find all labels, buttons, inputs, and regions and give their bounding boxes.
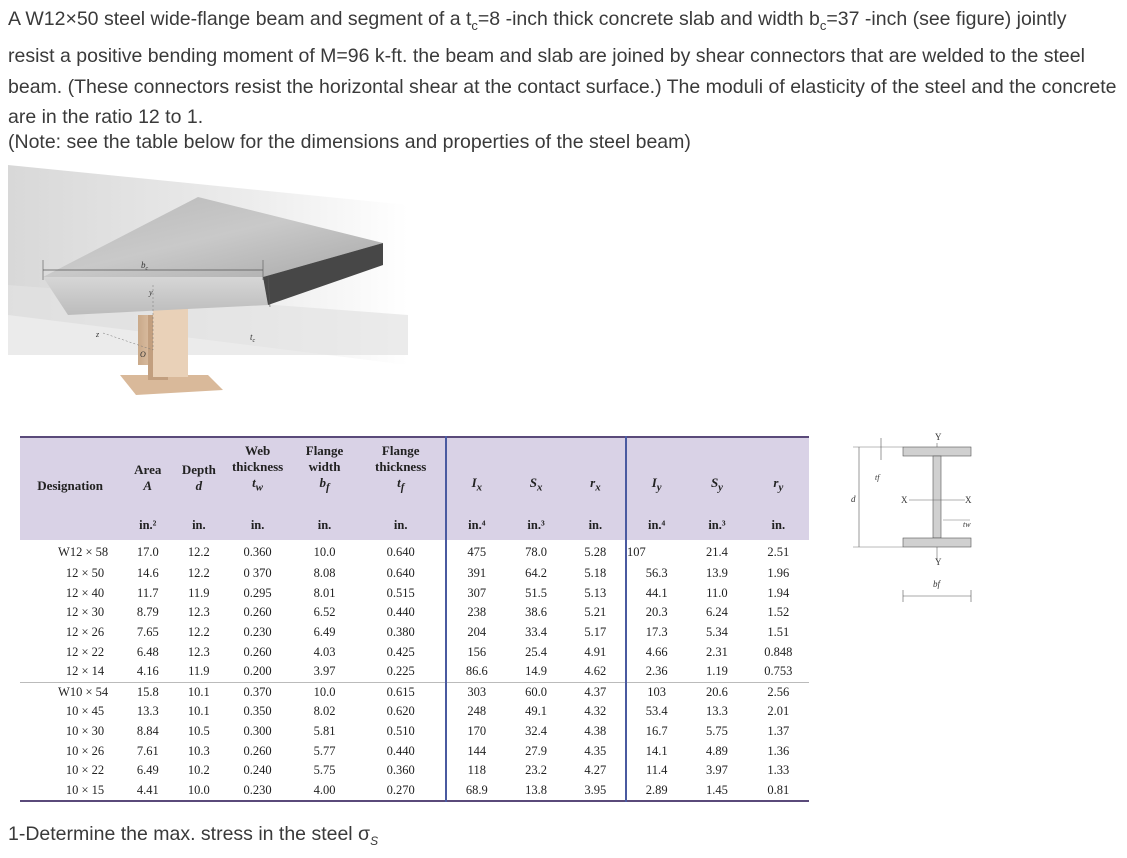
table-row: [20, 584, 809, 604]
table-cell: 11.0: [706, 585, 728, 600]
table-cell: 107: [626, 540, 686, 564]
axis-y-top: Y: [935, 432, 942, 442]
label-z: z: [96, 330, 100, 339]
table-cell: 10.0: [187, 782, 210, 797]
table-cell: 6.49: [313, 625, 336, 640]
steel-properties-table: [20, 436, 810, 802]
table-cell: 17.0: [136, 544, 159, 559]
table-row: [20, 741, 809, 761]
table-cell: 0.640: [386, 566, 415, 581]
header-flange-thickness: Flange thickness $t_f$: [356, 437, 446, 510]
table-cell: 307: [446, 584, 506, 604]
table-cell: 2.56: [767, 684, 790, 699]
problem-text: A W12×50 steel wide-flange beam and segment of a $t_c=8$ -inch thick concrete slab and width $b_c=37$ -inch (see figure) jointly resist a positive bending moment of M=96 k-ft. the beam and slab are joined by shear connectors that are welded to the steel beam. (These connectors resist the horizontal shear at the contact surface.) The moduli of elasticity of the steel and the concrete are in the ratio 12 to 1.: [8, 8, 1117, 129]
table-cell: 1.96: [767, 566, 790, 581]
cell-designation: W12 × 58: [58, 544, 109, 559]
header-depth: Depth d: [175, 437, 222, 510]
unit-flange-thickness: in.: [356, 510, 446, 540]
table-cell: 0.640: [386, 544, 415, 559]
cell-designation: 12 × 22: [65, 644, 105, 659]
table-row: [20, 702, 809, 722]
cell-designation: W10 × 54: [58, 684, 109, 699]
table-cell: 4.32: [584, 704, 607, 719]
axis-y-bottom: Y: [935, 557, 942, 567]
table-cell: 2.01: [767, 704, 790, 719]
header-sx: $S_x$: [506, 437, 565, 510]
table-row: [20, 564, 809, 584]
table-cell: 8.08: [313, 566, 336, 581]
table-cell: 13.8: [525, 782, 548, 797]
table-cell: 4.62: [584, 664, 607, 679]
table-cell: 4.27: [584, 763, 607, 778]
table-cell: 10.1: [187, 684, 210, 699]
table-cell: 4.38: [584, 724, 607, 739]
table-cell: 11.9: [188, 664, 210, 679]
problem-statement: [8, 4, 1118, 133]
table-cell: 4.00: [313, 782, 336, 797]
table-cell: 2.31: [706, 644, 728, 659]
table-cell: 4.89: [706, 743, 728, 758]
table-cell: 10.2: [187, 763, 210, 778]
table-cell: 33.4: [525, 625, 548, 640]
table-units-row: [20, 510, 809, 540]
table-cell: 21.4: [706, 544, 728, 559]
table-row: [20, 623, 809, 643]
table-cell: 6.48: [136, 644, 159, 659]
unit-area: in.²: [120, 510, 175, 540]
table-cell: 6.52: [313, 605, 336, 620]
table-cell: 5.21: [584, 605, 607, 620]
header-ix: $I_x$: [446, 437, 506, 510]
table-cell: 10.0: [313, 684, 336, 699]
table-cell: 16.7: [626, 722, 686, 742]
table-cell: 20.3: [626, 603, 686, 623]
table-cell: 103: [626, 682, 686, 702]
table-cell: 14.6: [136, 566, 159, 581]
table-cell: 170: [446, 722, 506, 742]
table-row: [20, 781, 809, 802]
unit-rx: in.: [566, 510, 626, 540]
table-cell: 38.6: [525, 605, 548, 620]
cell-designation: 10 × 26: [65, 743, 105, 758]
table-cell: 475: [446, 540, 506, 564]
table-cell: 1.94: [767, 585, 790, 600]
table-cell: 118: [446, 761, 506, 781]
table-row: [20, 662, 809, 682]
table-cell: 7.65: [136, 625, 159, 640]
table-cell: 5.17: [584, 625, 607, 640]
table-cell: 0.753: [764, 664, 793, 679]
table-cell: 12.2: [187, 566, 210, 581]
cell-designation: 10 × 45: [65, 704, 105, 719]
cell-designation: 12 × 26: [65, 625, 105, 640]
table-cell: 1.45: [706, 782, 728, 797]
table-cell: 0 370: [243, 566, 272, 581]
unit-web: in.: [222, 510, 293, 540]
table-cell: 14.9: [525, 664, 548, 679]
table-cell: 0.260: [243, 644, 272, 659]
table-cell: 0.260: [243, 605, 272, 620]
label-bf: bf: [933, 579, 941, 589]
table-cell: 6.24: [706, 605, 728, 620]
table-cell: 0.615: [386, 684, 415, 699]
table-cell: 238: [446, 603, 506, 623]
table-cell: 0.620: [386, 704, 415, 719]
table-cell: 0.230: [243, 625, 272, 640]
cell-designation: 10 × 22: [65, 763, 105, 778]
problem-note: (Note: see the table below for the dimensions and properties of the steel beam): [8, 131, 691, 153]
table-cell: 4.16: [136, 664, 159, 679]
table-cell: 27.9: [525, 743, 548, 758]
table-cell: 8.01: [313, 585, 336, 600]
table-row: [20, 603, 809, 623]
steel-bottom-flange: [120, 375, 223, 395]
table-cell: 1.51: [767, 625, 790, 640]
label-o: O: [140, 350, 146, 359]
cell-designation: 10 × 15: [65, 782, 105, 797]
table-cell: 0.240: [243, 763, 272, 778]
table-cell: 0.370: [243, 684, 272, 699]
top-flange: [903, 447, 971, 456]
unit-ix: in.⁴: [446, 510, 506, 540]
table-cell: 51.5: [525, 585, 548, 600]
table-cell: 4.03: [313, 644, 336, 659]
table-cell: 144: [446, 741, 506, 761]
header-designation: Designation: [20, 437, 120, 510]
table-cell: 11.7: [137, 585, 159, 600]
unit-sx: in.³: [506, 510, 565, 540]
table-row: [20, 761, 809, 781]
question-1: 1-Determine the max. stress in the steel $\sigma_S$: [8, 823, 379, 848]
table-cell: 12.3: [187, 605, 210, 620]
unit-ry: in.: [748, 510, 809, 540]
table-cell: 60.0: [525, 684, 548, 699]
header-iy: $I_y$: [626, 437, 686, 510]
table-cell: 4.37: [584, 684, 607, 699]
bottom-flange: [903, 538, 971, 547]
table-cell: 86.6: [446, 662, 506, 682]
table-cell: 32.4: [525, 724, 548, 739]
table-cell: 10.1: [187, 704, 210, 719]
cell-designation: 12 × 40: [65, 585, 105, 600]
table-cell: 12.3: [187, 644, 210, 659]
cell-designation: 12 × 14: [65, 664, 105, 679]
unit-sy: in.³: [686, 510, 747, 540]
table-cell: 11.4: [626, 761, 686, 781]
table-cell: 0.300: [243, 724, 272, 739]
table-cell: 10.5: [187, 724, 210, 739]
table-cell: 5.34: [706, 625, 728, 640]
table-cell: 12.2: [187, 544, 210, 559]
table-cell: 10.3: [187, 743, 210, 758]
table-cell: 5.81: [313, 724, 336, 739]
table-cell: 8.02: [313, 704, 336, 719]
cell-designation: 12 × 50: [65, 566, 105, 581]
table-cell: 44.1: [626, 584, 686, 604]
table-cell: 0.230: [243, 782, 272, 797]
table-row: [20, 682, 809, 702]
label-tc: $t_c$: [250, 332, 256, 344]
table-cell: 0.425: [386, 644, 415, 659]
table-header-row: [20, 437, 809, 510]
table-row: [20, 722, 809, 742]
table-cell: 0.270: [386, 782, 415, 797]
table-cell: 1.33: [767, 763, 790, 778]
cell-designation: 12 × 30: [65, 605, 105, 620]
table-cell: 0.510: [386, 724, 415, 739]
table-cell: 1.37: [767, 724, 790, 739]
table-cell: 156: [446, 642, 506, 662]
unit-iy: in.⁴: [626, 510, 686, 540]
table-cell: 1.36: [767, 743, 790, 758]
table-cell: 0.360: [386, 763, 415, 778]
table-cell: 0.440: [386, 605, 415, 620]
header-sy: $S_y$: [686, 437, 747, 510]
table-cell: 13.3: [706, 704, 728, 719]
table-cell: 78.0: [525, 544, 548, 559]
label-d: d: [851, 494, 856, 504]
table-cell: 0.295: [243, 585, 272, 600]
table-cell: 0.515: [386, 585, 415, 600]
table-cell: 20.6: [706, 684, 728, 699]
table-cell: 0.440: [386, 743, 415, 758]
axis-x-right: X: [965, 495, 972, 505]
table-cell: 3.97: [313, 664, 336, 679]
table-row: [20, 642, 809, 662]
web: [933, 456, 941, 538]
table-cell: 4.91: [584, 644, 607, 659]
label-tf: tf: [875, 473, 880, 482]
header-rx: $r_x$: [566, 437, 626, 510]
table-cell: 53.4: [626, 702, 686, 722]
header-flange-width: Flange width $b_f$: [293, 437, 356, 510]
table-cell: 0.260: [243, 743, 272, 758]
w-section-sketch: [845, 430, 985, 605]
table-cell: 5.75: [313, 763, 336, 778]
table-cell: 2.89: [626, 781, 686, 802]
table-cell: 49.1: [525, 704, 548, 719]
table-cell: 1.19: [706, 664, 728, 679]
table-cell: 391: [446, 564, 506, 584]
table-cell: 5.18: [584, 566, 607, 581]
label-y: y: [149, 288, 153, 297]
table-cell: 0.350: [243, 704, 272, 719]
header-web-thickness: Web thickness $t_w$: [222, 437, 293, 510]
table-cell: 7.61: [136, 743, 159, 758]
label-tw: tw: [963, 520, 971, 529]
table-cell: 10.0: [313, 544, 336, 559]
table-cell: 0.848: [764, 644, 793, 659]
table-cell: 68.9: [446, 781, 506, 802]
header-ry: $r_y$: [748, 437, 809, 510]
table-cell: 5.13: [584, 585, 607, 600]
table-cell: 17.3: [626, 623, 686, 643]
table-cell: 3.97: [706, 763, 728, 778]
axis-x-left: X: [901, 495, 908, 505]
table-cell: 248: [446, 702, 506, 722]
beam-slab-figure: [8, 165, 408, 430]
table-cell: 4.66: [626, 642, 686, 662]
table-cell: 1.52: [767, 605, 790, 620]
table-cell: 0.380: [386, 625, 415, 640]
table-cell: 8.84: [136, 724, 159, 739]
table-cell: 25.4: [525, 644, 548, 659]
unit-flange-width: in.: [293, 510, 356, 540]
table-cell: 5.28: [584, 544, 607, 559]
table-cell: 11.9: [188, 585, 210, 600]
table-cell: 2.51: [767, 544, 790, 559]
table-row: [20, 540, 809, 564]
cell-designation: 10 × 30: [65, 724, 105, 739]
table-cell: 204: [446, 623, 506, 643]
header-area: Area A: [120, 437, 175, 510]
unit-depth: in.: [175, 510, 222, 540]
table-cell: 4.41: [136, 782, 159, 797]
label-bc: $b_c$: [141, 260, 149, 272]
table-cell: 15.8: [136, 684, 159, 699]
table-cell: 0.200: [243, 664, 272, 679]
table-cell: 5.77: [313, 743, 336, 758]
table-cell: 13.3: [136, 704, 159, 719]
table-cell: 56.3: [626, 564, 686, 584]
table-cell: 64.2: [525, 566, 548, 581]
unit-designation: [20, 510, 120, 540]
table-cell: 0.81: [767, 782, 790, 797]
table-cell: 8.79: [136, 605, 159, 620]
table-cell: 3.95: [584, 782, 607, 797]
table-cell: 12.2: [187, 625, 210, 640]
table-cell: 0.360: [243, 544, 272, 559]
table-cell: 2.36: [626, 662, 686, 682]
table-cell: 23.2: [525, 763, 548, 778]
table-cell: 0.225: [386, 664, 415, 679]
table-cell: 303: [446, 682, 506, 702]
table-cell: 4.35: [584, 743, 607, 758]
table-cell: 5.75: [706, 724, 728, 739]
table-cell: 13.9: [706, 566, 728, 581]
table-cell: 14.1: [626, 741, 686, 761]
table-cell: 6.49: [136, 763, 159, 778]
